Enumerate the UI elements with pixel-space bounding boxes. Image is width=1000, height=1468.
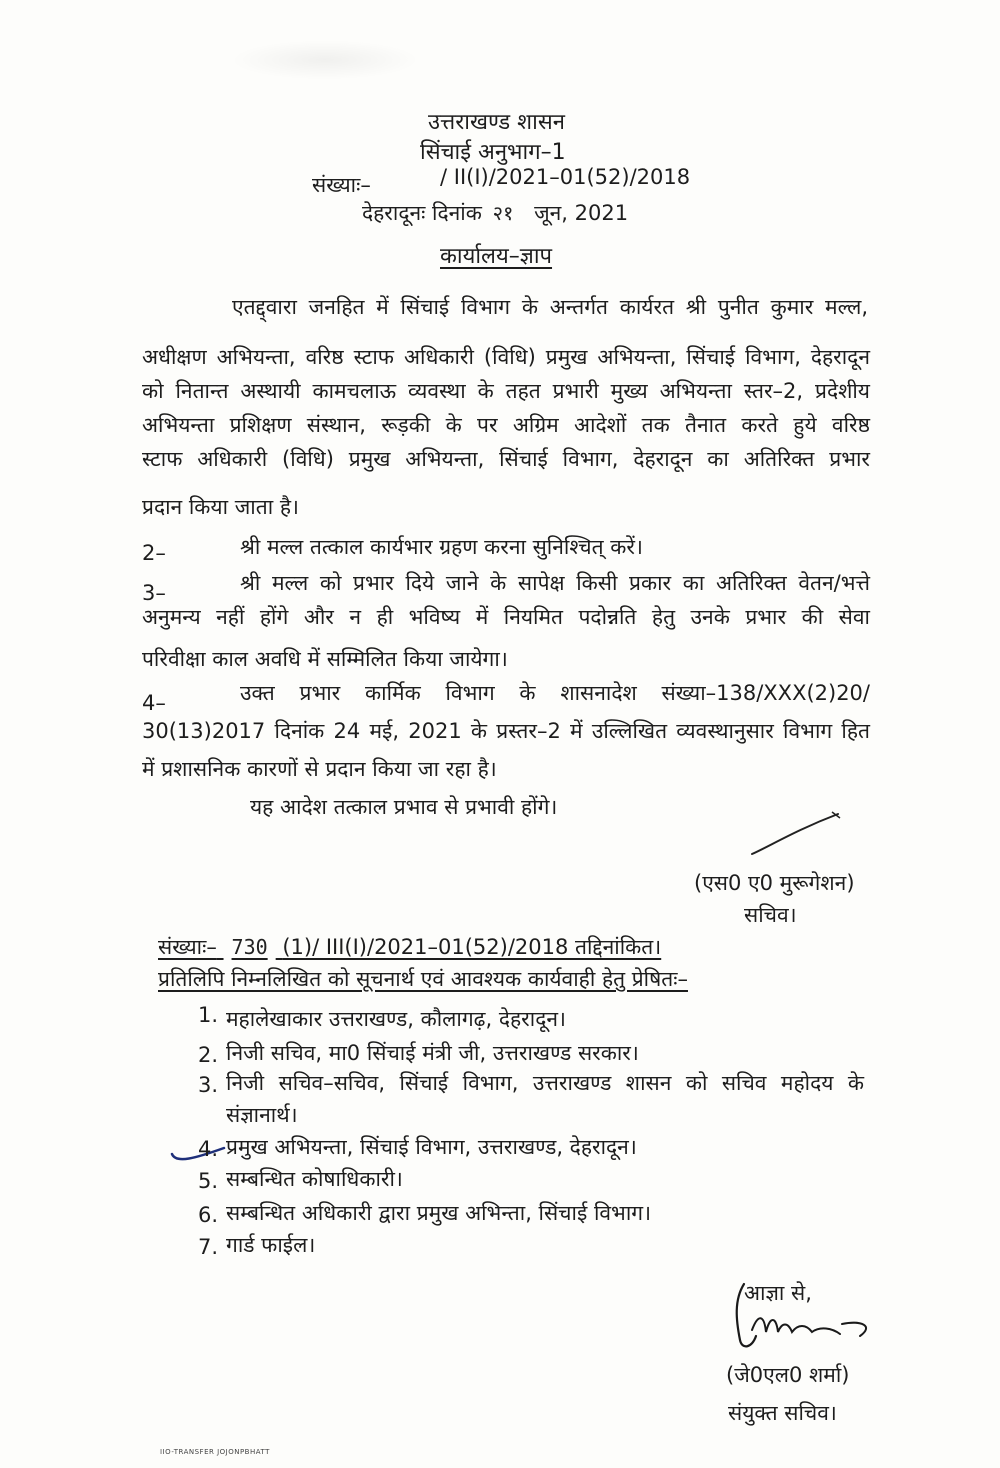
copy-item-text: महालेखाकार उत्तराखण्ड, कौलागढ़, देहरादून। (226, 1007, 566, 1031)
signature-2 (712, 1280, 882, 1360)
copy-item-number: 6. (198, 1203, 219, 1227)
copy-item-number: 7. (198, 1235, 219, 1259)
date-prefix: देहरादूनः दिनांक (362, 201, 482, 225)
para1-line: को नितान्त अस्थायी कामचलाऊ व्यवस्था के तहत प्रभारी मुख्य अभियन्ता स्तर–2, प्रदेशीय (142, 379, 870, 403)
para3-line: श्री मल्ल को प्रभार दिये जाने के सापेक्ष किसी प्रकार का अतिरिक्त वेतन/भत्ते (240, 571, 870, 595)
para1-line: प्रदान किया जाता है। (142, 495, 299, 519)
para4-line: 30(13)2017 दिनांक 24 मई, 2021 के प्रस्तर–2 में उल्लिखित व्यवस्थानुसार विभाग हित (142, 719, 870, 743)
signature-stroke-1 (740, 806, 860, 866)
signatory2-name: (जे0एल0 शर्मा) (726, 1363, 850, 1387)
copy-item-text: सम्बन्धित कोषाधिकारी। (226, 1167, 403, 1191)
copy-item-number: 3. (198, 1073, 219, 1097)
date-line (362, 200, 628, 226)
copy-item-text: निजी सचिव–सचिव, सिंचाई विभाग, उत्तराखण्ड शासन को सचिव महोदय के (226, 1071, 864, 1095)
copy-heading: प्रतिलिपि निम्नलिखित को सूचनार्थ एवं आवश्यक कार्यवाही हेतु प्रेषितः– (158, 967, 688, 991)
para2-text: श्री मल्ल तत्काल कार्यभार ग्रहण करना सुनिश्चित् करें। (240, 535, 643, 559)
reference-number: / II(I)/2021–01(52)/2018 (440, 165, 691, 189)
para3-line: अनुमन्य नहीं होंगे और न ही भविष्य में नियमित पदोन्नति हेतु उनके प्रभार की सेवा (142, 605, 870, 629)
para4-line: उक्त प्रभार कार्मिक विभाग के शासनादेश संख्या–138/XXX(2)20/ (240, 681, 870, 705)
para1-line: एतद्द्वारा जनहित में सिंचाई विभाग के अन्तर्गत कार्यरत श्री पुनीत कुमार मल्ल, (232, 295, 868, 319)
para1-line: स्टाफ अधिकारी (विधि) प्रमुख अभियन्ता, सिंचाई विभाग, देहरादून का अतिरिक्त प्रभार (142, 447, 870, 471)
para1-line: अभियन्ता प्रशिक्षण संस्थान, रूड़की के पर अग्रिम आदेशों तक तैनात करते हुये वरिष्ठ (142, 413, 870, 437)
copy-item-text: सम्बन्धित अधिकारी द्वारा प्रमुख अभिन्ता, सिंचाई विभाग। (226, 1201, 652, 1225)
copy-item-number: 2. (198, 1043, 219, 1067)
document-title: कार्यालय–ज्ञाप (440, 244, 553, 269)
signatory2-designation: संयुक्त सचिव। (728, 1401, 837, 1425)
copy-number-label: संख्याः– (158, 935, 217, 959)
para4-line: में प्रशासनिक कारणों से प्रदान किया जा रहा है। (142, 757, 497, 781)
copy-number-handwritten: 730 (231, 935, 268, 959)
copy-item-number: 1. (198, 1003, 219, 1027)
copy-item-continuation: संज्ञानार्थ। (226, 1103, 298, 1127)
footer-tag: IIO-TRANSFER JOJONPBHATT (160, 1448, 270, 1456)
copy-number-rest: (1)/ III(I)/2021–01(52)/2018 तद्दिनांकित। (282, 935, 662, 959)
number-label: संख्याः– (312, 173, 371, 197)
copy-item-text: प्रमुख अभियन्ता, सिंचाई विभाग, उत्तराखण्ड, देहरादून। (226, 1135, 637, 1159)
scan-smudge (230, 40, 420, 80)
closing-statement: यह आदेश तत्काल प्रभाव से प्रभावी होंगे। (250, 795, 558, 819)
date-suffix: जून, 2021 (534, 201, 629, 225)
copy-number-line (158, 934, 661, 960)
copy-item-text: गार्ड फाईल। (226, 1233, 316, 1257)
copy-item-number: 5. (198, 1169, 219, 1193)
para3-number: 3– (142, 581, 166, 605)
signatory1-name: (एस0 ए0 मुरूगेशन) (694, 871, 855, 895)
order-label: आज्ञा से, (744, 1281, 812, 1305)
government-heading: उत्तराखण्ड शासन (428, 110, 565, 135)
copy-item-number: 4. (198, 1137, 219, 1161)
para4-number: 4– (142, 691, 166, 715)
para3-line: परिवीक्षा काल अवधि में सम्मिलित किया जायेगा। (142, 647, 508, 671)
section-heading: सिंचाई अनुभाग–1 (420, 140, 566, 165)
date-day-handwritten: २१ (492, 201, 514, 225)
para2-number: 2– (142, 541, 166, 565)
signatory1-designation: सचिव। (744, 903, 797, 927)
copy-item-text: निजी सचिव, मा0 सिंचाई मंत्री जी, उत्तराखण्ड सरकार। (226, 1041, 639, 1065)
para1-line: अधीक्षण अभियन्ता, वरिष्ठ स्टाफ अधिकारी (विधि) प्रमुख अभियन्ता, सिंचाई विभाग, देहरादून (142, 345, 870, 369)
